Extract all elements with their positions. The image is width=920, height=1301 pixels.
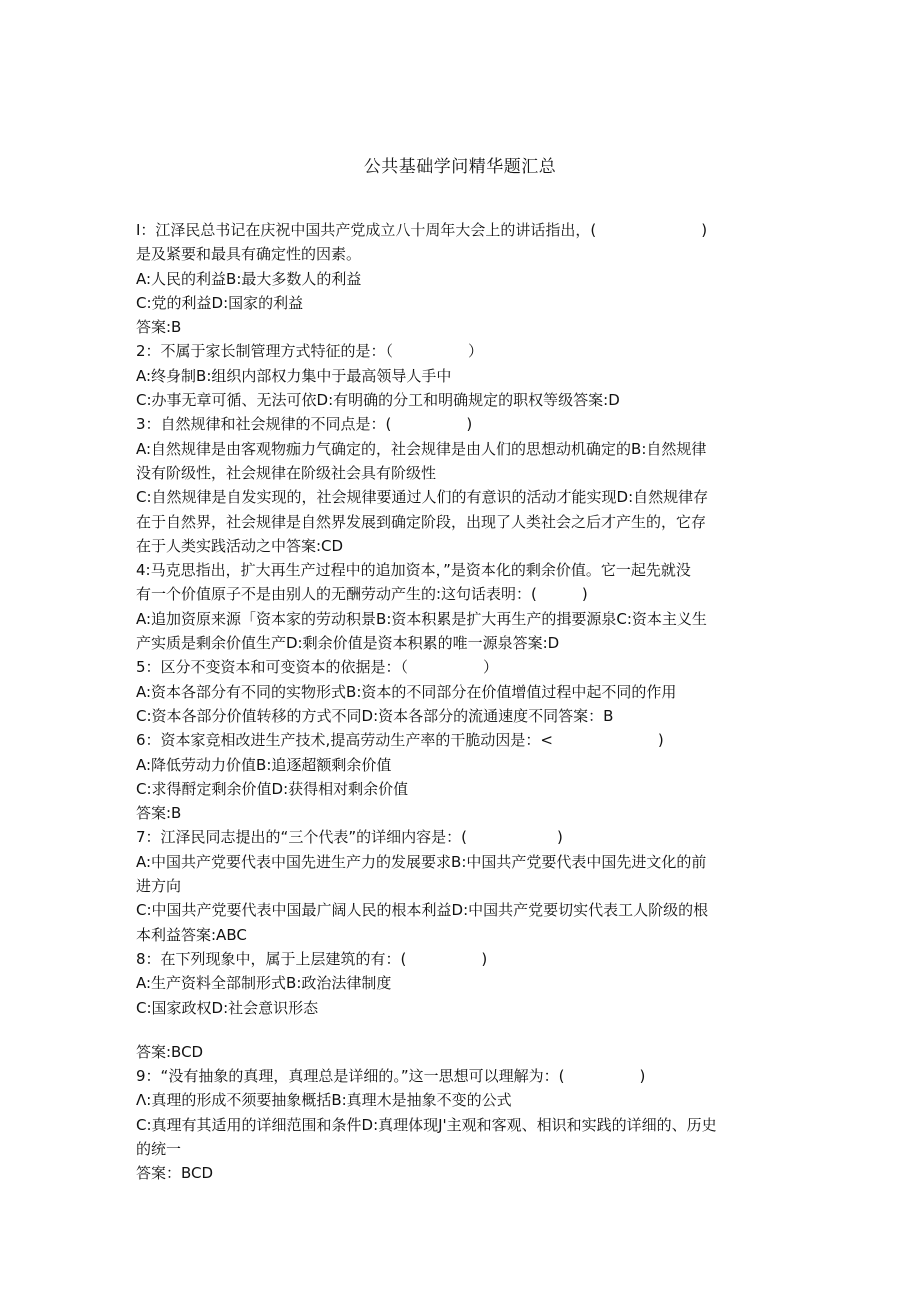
text-line: C:资本各部分价值转移的方式不同D:资本各部分的流通速度不同答案：B: [136, 706, 614, 725]
text-line: A:生产资料全部制形式B:政治法律制度: [136, 974, 392, 993]
text-line: Λ:真理的形成不须要抽象概括B:真理木是抽象不变的公式: [136, 1091, 512, 1110]
text-line: 4:马克思指出，扩大再生产过程中的追加资本，”是资本化的剩余价值。它一起先就没: [136, 561, 691, 580]
text-line: C:国家政权D:社会意识形态: [136, 998, 319, 1017]
text-line: A:人民的利益B:最大多数人的利益: [136, 269, 362, 288]
text-line: A:追加资原来源「资本家的劳动积景B:资本积累是扩大再生产的揖要源泉C:资本主义生: [136, 609, 707, 628]
text-line: C:真理有其适用的详细范围和条件D:真理体现J'主观和客观、相识和实践的详细的、历史: [136, 1115, 717, 1134]
text-line: 2：不属于家长制管理方式特征的是：（ ）: [136, 342, 484, 361]
blank-gap: [136, 1020, 786, 1040]
answer-line: 答案：BCD: [136, 1164, 214, 1183]
text-line: C:自然规律是自发实现的，社会规律要通过人们的有意识的活动才能实现D:自然规律存: [136, 488, 709, 507]
text-line: 3：自然规律和社会规律的不同点是：( ): [136, 415, 473, 434]
text-line: 进方向: [136, 877, 182, 896]
text-line: 9：“没有抽象的真理，真理总是详细的。”这一思想可以理解为：( ): [136, 1067, 646, 1086]
text-line: 有一个价值原子不是由别人的无酬劳动产生的:这句话表明：( ): [136, 585, 588, 604]
text-line: 8：在下列现象中，属于上层建筑的有：( ): [136, 949, 488, 968]
document-title: 公共基础学问精华题汇总: [363, 157, 557, 177]
text-line: 6：资本家竞相改进生产技术,提高劳动生产率的干脆动因是：< ): [136, 731, 664, 750]
text-line: 是及紧要和最具有确定性的因素。: [136, 245, 362, 264]
text-line: C:党的利益D:国家的利益: [136, 293, 304, 312]
text-line: 没有阶级性，社会规律在阶级社会具有阶级性: [136, 463, 437, 482]
text-line: A:中国共产党要代表中国先进生产力的发展要求B:中国共产党要代表中国先进文化的前: [136, 852, 707, 871]
text-line: A:终身制B:组织内部权力集中于最高领导人手中: [136, 366, 452, 385]
text-line: C:办事无章可循、无法可依D:有明确的分工和明确规定的职权等级答案:D: [136, 391, 620, 410]
text-line: A:降低劳动力价值B:追逐超额剩余价值: [136, 755, 392, 774]
answer-line: 答案:B: [136, 804, 182, 823]
text-line: 7：江泽民同志提出的“三个代表”的详细内容是：( ): [136, 828, 563, 847]
text-line: C:中国共产党要代表中国最广阔人民的根本利益D:中国共产党要切实代表工人阶级的根: [136, 901, 709, 920]
text-line: A:自然规律是由客观物痂力气确定的，社会规律是由人们的思想动机确定的B:自然规律: [136, 439, 707, 458]
text-line: 5：区分不变资本和可变资本的依据是：（ ）: [136, 658, 499, 677]
text-line: 在于人类实践活动之中答案:CD: [136, 536, 344, 555]
text-line: I：江泽民总书记在庆祝中国共产党成立八十周年大会上的讲话指出，( ): [136, 221, 708, 239]
answer-line: 答案:B: [136, 318, 182, 337]
text-line: 产实质是剩余价值生产D:剩余价值是资本积累的唯一源泉答案:D: [136, 634, 560, 653]
text-line: 的统一: [136, 1139, 182, 1158]
text-line: 在于自然界，社会规律是自然界发展到确定阶段，出现了人类社会之后才产生的，它存: [136, 512, 707, 531]
document-body: [136, 218, 786, 1186]
text-line: A:资本各部分有不同的实物形式B:资本的不同部分在价值增值过程中起不同的作用: [136, 682, 677, 701]
text-line: 本利益答案:ABC: [136, 925, 247, 944]
answer-line: 答案:BCD: [136, 1042, 204, 1061]
text-line: C:求得酹定剩余价值D:获得相对剩余价值: [136, 779, 409, 798]
